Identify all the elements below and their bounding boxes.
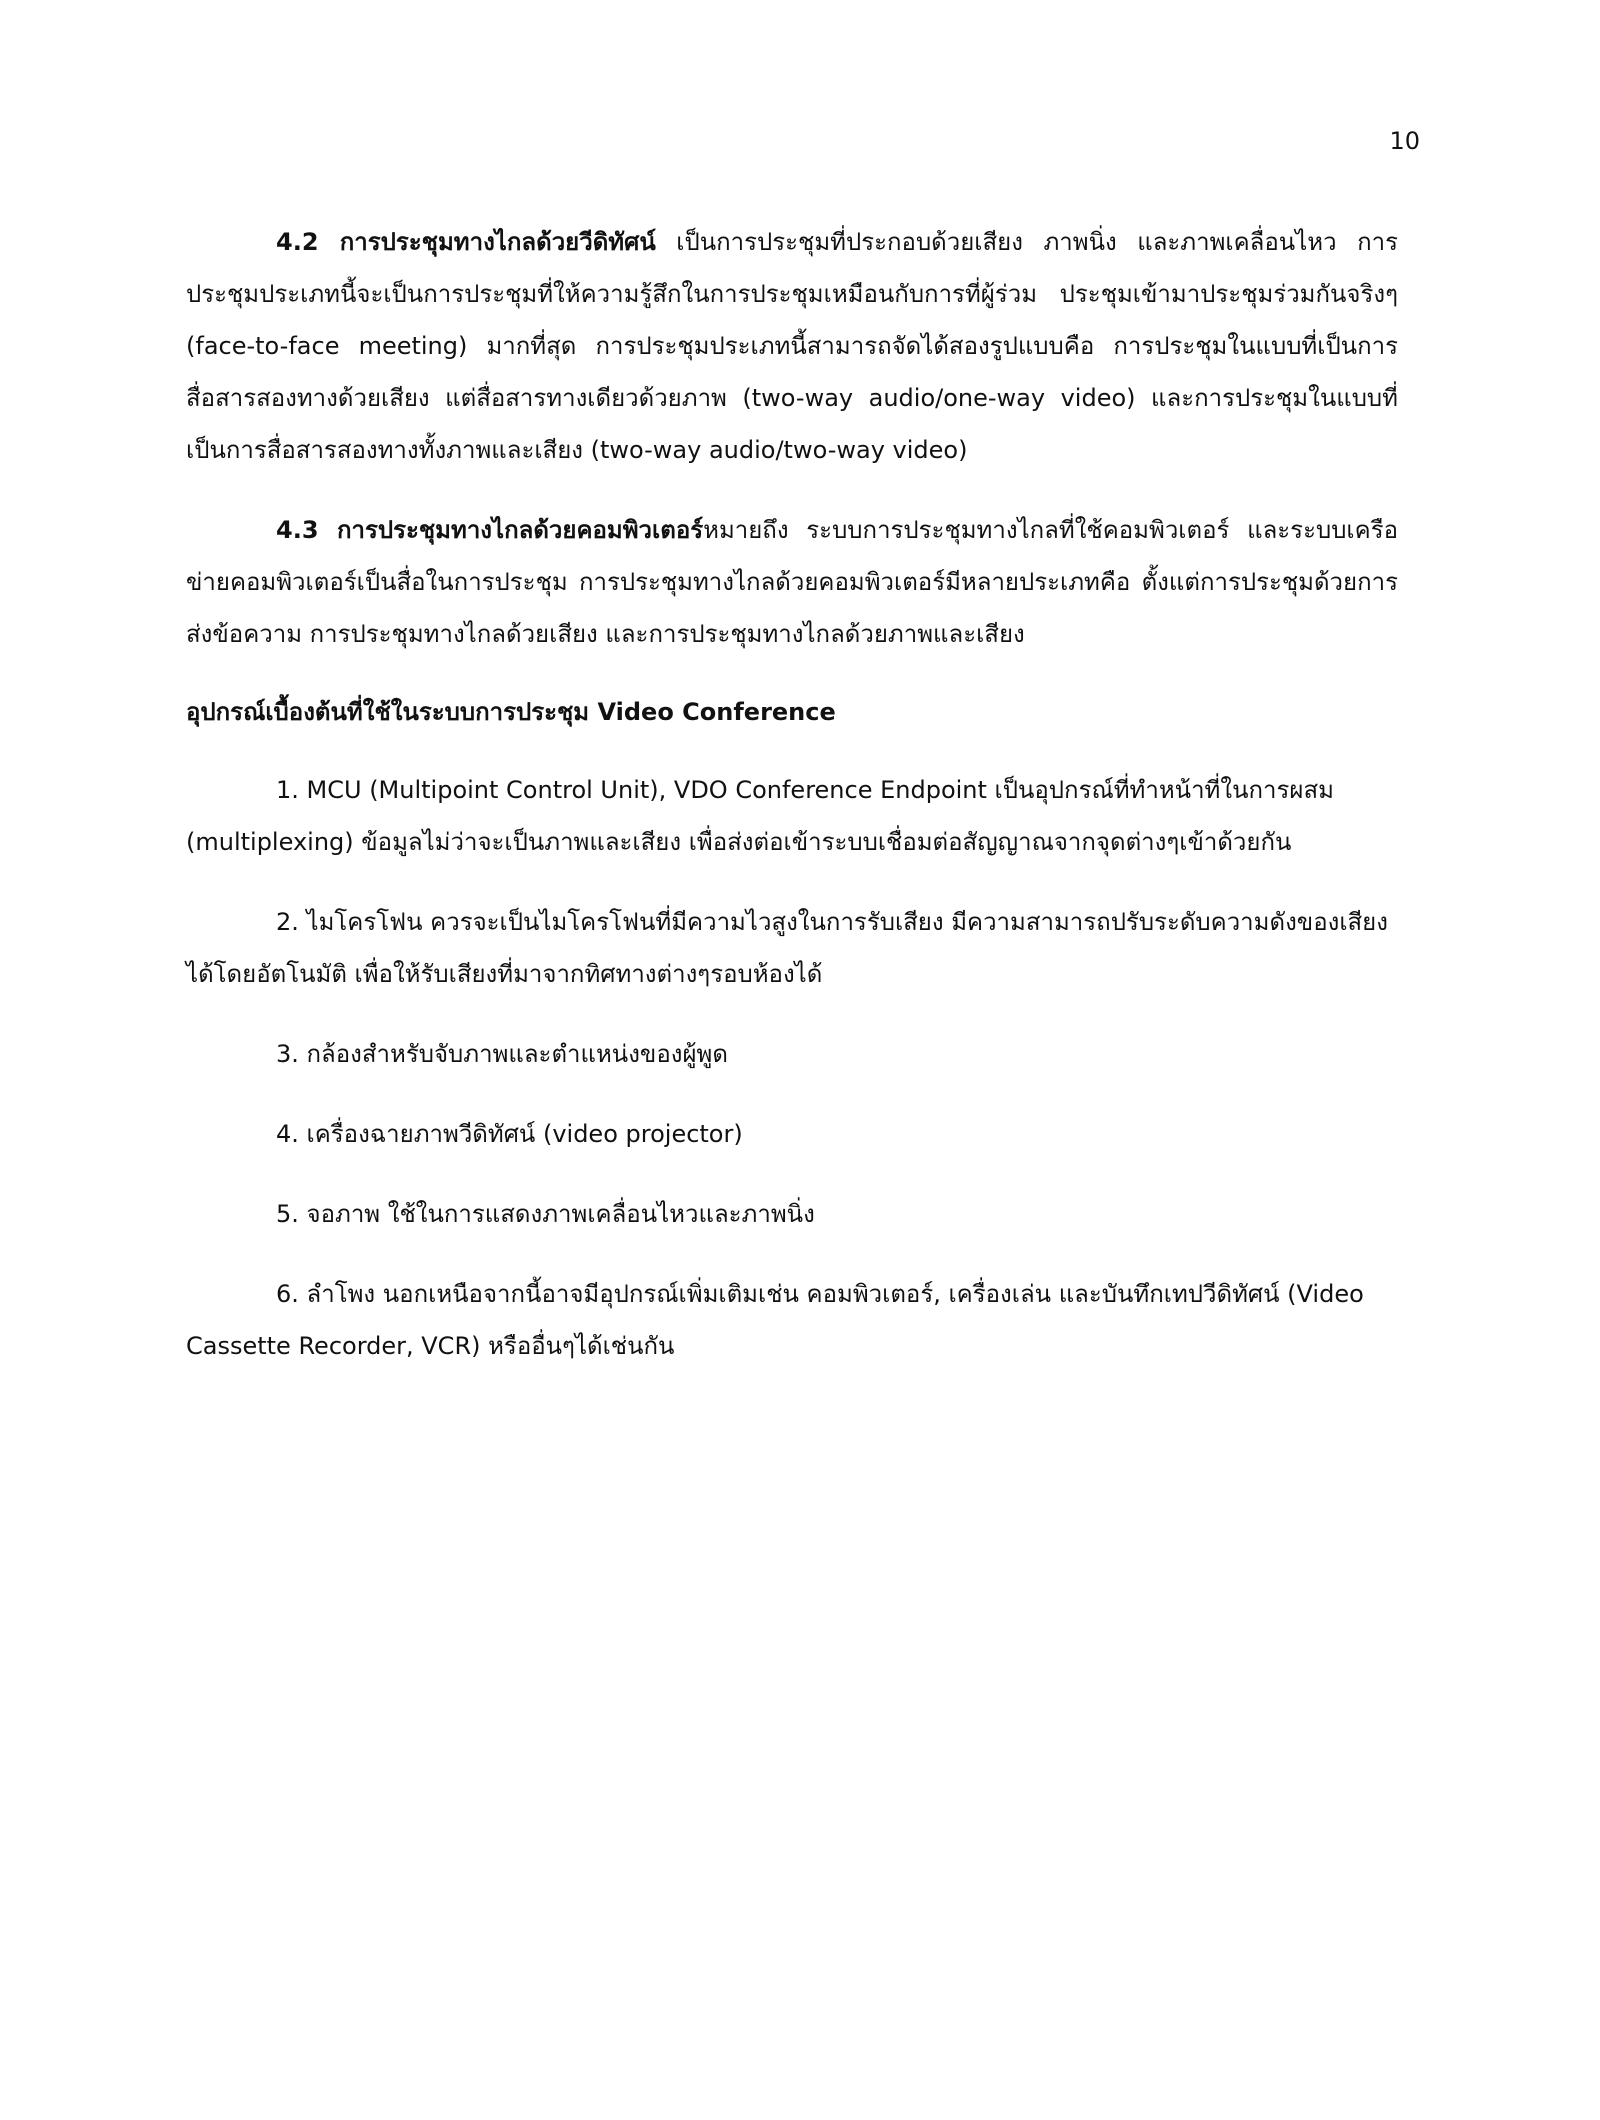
equipment-item-1: 1. MCU (Multipoint Control Unit), VDO Conference Endpoint เป็นอุปกรณ์ที่ทำหน้าที่ในการผสม (multiplexing) ข้อมูลไม่ว่าจะเป็นภาพและเสียง เพื่อส่งต่อเข้าระบบเชื่อมต่อสัญญาณจากจุดต่างๆเข้าด้วยกัน	[186, 776, 1334, 856]
section-4-3-title: 4.3 การประชุมทางไกลด้วยคอมพิวเตอร์	[276, 516, 704, 544]
page-number: 10	[1389, 127, 1420, 155]
section-4-3-body: หมายถึง ระบบการประชุมทางไกลที่ใช้คอมพิวเตอร์ และระบบเครือข่ายคอมพิวเตอร์เป็นสื่อในการประชุม การประชุมทางไกลด้วยคอมพิวเตอร์มีหลายประเภทคือ ตั้งแต่การประชุมด้วยการส่งข้อความ การประชุมทางไกลด้วยเสียง และการประชุมทางไกลด้วยภาพและเสียง	[186, 516, 1398, 648]
equipment-item-6: 6. ลำโพง นอกเหนือจากนี้อาจมีอุปกรณ์เพิ่มเติมเช่น คอมพิวเตอร์, เครื่องเล่น และบันทึกเทปวีดิทัศน์ (Video Cassette Recorder, VCR) หรืออื่นๆได้เช่นกัน	[186, 1280, 1364, 1360]
section-4-2-body: เป็นการประชุมที่ประกอบด้วยเสียง ภาพนิ่ง และภาพเคลื่อนไหว การประชุมประเภทนี้จะเป็นการประชุมที่ให้ความรู้สึกในการประชุมเหมือนกับการที่ผู้ร่วม ประชุมเข้ามาประชุมร่วมกันจริงๆ (face-to-face meeting) มากที่สุด การประชุมประเภทนี้สามารถจัดได้สองรูปแบบคือ การประชุมในแบบที่เป็นการสื่อสารสองทางด้วยเสียง แต่สื่อสารทางเดียวด้วยภาพ (two-way audio/one-way video) และการประชุมในแบบที่เป็นการสื่อสารสองทางทั้งภาพและเสียง (two-way audio/two-way video)	[186, 228, 1398, 464]
document-body	[186, 216, 1398, 1372]
paragraph-4-2	[186, 216, 1398, 476]
equipment-item-4: 4. เครื่องฉายภาพวีดิทัศน์ (video projector)	[276, 1120, 743, 1148]
equipment-heading: อุปกรณ์เบื้องต้นที่ใช้ในระบบการประชุม Video Conference	[186, 698, 836, 726]
equipment-item-2: 2. ไมโครโฟน ควรจะเป็นไมโครโฟนที่มีความไวสูงในการรับเสียง มีความสามารถปรับระดับความดังของเสียงได้โดยอัตโนมัติ เพื่อให้รับเสียงที่มาจากทิศทางต่างๆรอบห้องได้	[186, 908, 1388, 988]
equipment-item-5: 5. จอภาพ ใช้ในการแสดงภาพเคลื่อนไหวและภาพนิ่ง	[276, 1200, 815, 1228]
paragraph-4-3	[186, 504, 1398, 660]
equipment-item-3: 3. กล้องสำหรับจับภาพและตำแหน่งของผู้พูด	[276, 1040, 728, 1068]
section-4-2-title: 4.2 การประชุมทางไกลด้วยวีดิทัศน์	[276, 228, 656, 256]
